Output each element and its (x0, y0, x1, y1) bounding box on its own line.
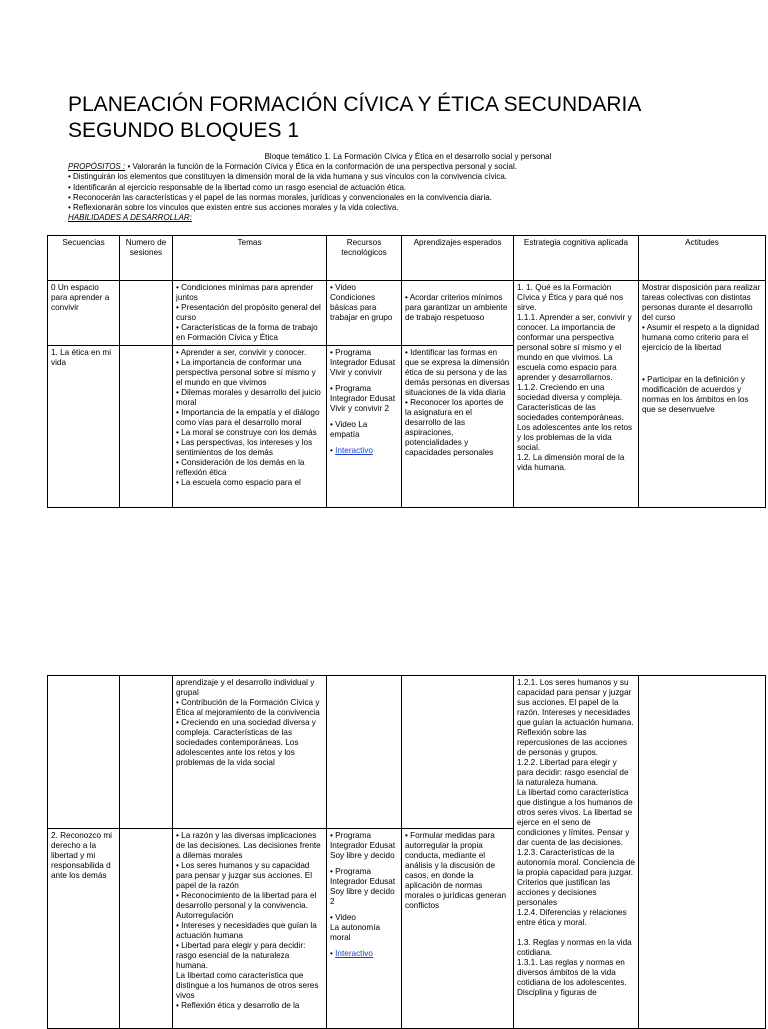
sesiones-cell (120, 281, 173, 346)
header-recursos: Recursos tecnológicos (327, 236, 402, 281)
recurso-item: • Programa Integrador Edusat (330, 831, 396, 850)
planning-table-1 (47, 235, 766, 508)
temas-cell (173, 676, 327, 829)
purposes-label: PROPÓSITOS : (68, 162, 126, 172)
recursos-cell (327, 281, 402, 346)
estrategia-item: 1.2.4. Diferencias y relaciones entre ética y moral. (517, 908, 627, 927)
temas-cell (173, 829, 327, 1029)
tema-item: • Reconocimiento de la libertad para el desarrollo personal y la convivencia. (176, 891, 317, 910)
estrategia-item: 1.3.1. Las reglas y normas en diversos ámbitos de la vida cotidiana de los adolescentes. (517, 958, 627, 987)
actitud-item: • Asumir el respeto a la dignidad humana como criterio para el ejercicio de la libertad (642, 323, 760, 352)
aprendizaje-item: • Formular medidas para autorregular la propia conducta, mediante el análisis y la discusión de casos, en donde la aplicación de normas morales o jurídicas generan conflictos (405, 831, 507, 910)
title-line-2: SEGUNDO BLOQUES 1 (68, 119, 300, 142)
aprendizajes-cell (402, 281, 514, 346)
tema-item: • Condiciones mínimas para aprender juntos (176, 283, 314, 302)
aprendizajes-cell (402, 829, 514, 1029)
recurso-item: • Video La empatía (330, 420, 368, 439)
tema-item: • La moral se construye con los demás (176, 428, 317, 437)
tema-item: • Libertad para elegir y para decidir: rasgo esencial de la naturaleza humana. (176, 941, 306, 970)
header-sesiones: Numero de sesiones (120, 236, 173, 281)
tema-item: • Características de la forma de trabajo en Formación Cívica y Ética (176, 323, 318, 342)
secuencia-cell: 2. Reconozco mi derecho a la libertad y mi responsabilida d ante los demás (48, 829, 120, 1029)
purpose-2: • Identificarán al ejercicio responsable de la libertad como un rasgo esencial de actuación ética. (68, 182, 407, 192)
recurso-item: • Programa Integrador Edusat (330, 384, 396, 403)
secuencia-cell (48, 676, 120, 829)
estrategia-cell (514, 676, 639, 1029)
estrategia-item: 1.2.1. Los seres humanos y su capacidad para pensar y juzgar sus acciones. El papel de la razón. Intereses y necesidades que guían la actuación humana. Reflexión sobre las repercusiones de las acciones de personas y grupos. (517, 678, 634, 757)
secuencia-cell: 0 Un espacio para aprender a convivir (48, 281, 120, 346)
header-aprendizajes: Aprendizajes esperados (402, 236, 514, 281)
skills-label: HABILIDADES A DESARROLLAR: (68, 213, 192, 223)
tema-item: • Reflexión ética y desarrollo de la (176, 1001, 300, 1010)
recurso-item: Vivir y convivir 2 (330, 404, 389, 413)
recurso-item: • Video (330, 913, 356, 922)
actitudes-cell (639, 281, 766, 508)
header-secuencias: Secuencias (48, 236, 120, 281)
tema-item: Autorregulación (176, 911, 234, 920)
estrategia-item: 1. 1. Qué es la Formación Cívica y Ética y para qué nos sirve. (517, 283, 624, 312)
aprendizajes-cell (402, 676, 514, 829)
table-row (48, 281, 766, 346)
estrategia-item: 1.1.1. Aprender a ser, convivir y conocer. La importancia de conformar una perspectiva personal sobre sí mismo y el mundo en que vivimos. La escuela como espacio para aprender y desarrollarnos. (517, 313, 632, 382)
recurso-item: • Programa Integrador Edusat (330, 348, 396, 367)
recursos-cell (327, 829, 402, 1029)
header-actitudes: Actitudes (639, 236, 766, 281)
interactivo-link[interactable]: Interactivo (335, 446, 373, 455)
aprendizaje-item: • Identificar las formas en que se expresa la dimensión ética de su persona y de las demás personas en diversas situaciones de la vida diaria (405, 348, 510, 397)
tema-item: • Aprender a ser, convivir y conocer. (176, 348, 307, 357)
estrategia-cell (514, 281, 639, 508)
tema-item: • La escuela como espacio para el (176, 478, 301, 487)
recurso-item: Condiciones básicas para trabajar en grupo (330, 293, 393, 322)
estrategia-item: 1.1.2. Creciendo en una sociedad diversa y compleja. Características de las sociedades contemporáneas. Los adolescentes ante los retos y los problemas de la vida social. (517, 383, 633, 452)
temas-cell (173, 346, 327, 508)
estrategia-item: Disciplina y figuras de (517, 988, 597, 997)
tema-item: • Los seres humanos y su capacidad para pensar y juzgar sus acciones. El papel de la razón (176, 861, 313, 890)
title-line-1: PLANEACIÓN FORMACIÓN CÍVICA Y ÉTICA SECUNDARIA (68, 93, 642, 116)
tema-item: • La razón y las diversas implicaciones de las decisiones. Las decisiones frente a dilemas morales (176, 831, 321, 860)
tema-item: • Intereses y necesidades que guían la actuación humana (176, 921, 317, 940)
aprendizajes-cell (402, 346, 514, 508)
aprendizaje-item: • Reconocer los aportes de la asignatura en el desarrollo de las aspiraciones, potencialidades y capacidades personales (405, 398, 504, 457)
tema-item: • Las perspectivas, los intereses y los sentimientos de los demás (176, 438, 313, 457)
tema-item: • Consideración de los demás en la reflexión ética (176, 458, 305, 477)
purpose-3: • Reconocerán las características y el papel de las normas morales, jurídicas y convencionales en la convivencia diaria. (68, 192, 492, 202)
estrategia-item: 1.2. La dimensión moral de la vida humana. (517, 453, 625, 472)
interactivo-link[interactable]: Interactivo (335, 949, 373, 958)
purpose-4: • Reflexionarán sobre los vínculos que existen entre sus acciones morales y la vida colectiva. (68, 203, 399, 213)
table-row (48, 676, 766, 829)
estrategia-item: La libertad como característica que distingue a los humanos de otros seres vivos. La libertad se ejerce en el seno de condiciones y límites. Pensar y dar cuenta de las decisiones. (517, 788, 633, 847)
estrategia-item: 1.2.3. Características de la autonomía moral. Conciencia de la propia capacidad para juzgar. Criterios que justifican las acciones y decisiones personales (517, 848, 635, 907)
estrategia-item: 1.2.2. Libertad para elegir y para decidir: rasgo esencial de la naturaleza humana. (517, 758, 629, 787)
recurso-item: • Video (330, 283, 356, 292)
tema-item: aprendizaje y el desarrollo individual y grupal (176, 678, 315, 697)
actitudes-cell (639, 676, 766, 1029)
secuencia-cell: 1. La ética en mi vida (48, 346, 120, 508)
purpose-0: • Valorarán la función de la Formación Cívica y Ética en la conformación de una perspectiva personal y social. (127, 162, 517, 172)
recurso-item: Soy libre y decido (330, 851, 395, 860)
tema-item: • Creciendo en una sociedad diversa y compleja. Características de las sociedades contemporáneas. Los adolescentes ante los retos y los problemas de la vida social (176, 718, 316, 767)
header-estrategia: Estrategia cognitiva aplicada (514, 236, 639, 281)
actitud-item: Mostrar disposición para realizar tareas colectivas con distintas personas durante el desarrollo del curso (642, 283, 761, 322)
recursos-cell (327, 676, 402, 829)
temas-cell (173, 281, 327, 346)
purpose-1: • Distinguirán los elementos que constituyen la dimensión moral de la vida humana y sus vínculos con la convivencia cívica. (68, 172, 508, 182)
intro-block (68, 152, 748, 223)
purpose-line-0 (68, 162, 748, 172)
actitud-item: • Participar en la definición y modificación de acuerdos y normas en los ámbitos en los que se desenvuelve (642, 375, 749, 414)
recurso-link-line: • Interactivo (330, 446, 373, 455)
sesiones-cell (120, 346, 173, 508)
tema-item: • Importancia de la empatía y el diálogo como vías para el desarrollo moral (176, 408, 320, 427)
planning-table-2 (47, 675, 766, 1029)
tema-item: • Presentación del propósito general del curso (176, 303, 321, 322)
aprendizaje-item: • Acordar criterios mínimos para garantizar un ambiente de trabajo respetuoso (405, 293, 508, 322)
table-header-row (48, 236, 766, 281)
estrategia-item: 1.3. Reglas y normas en la vida cotidiana. (517, 938, 632, 957)
page-title (68, 92, 748, 144)
sesiones-cell (120, 676, 173, 829)
tema-item: La libertad como característica que distingue a los humanos de otros seres vivos (176, 971, 319, 1000)
header-temas: Temas (173, 236, 327, 281)
recurso-item: Soy libre y decido 2 (330, 887, 395, 906)
sesiones-cell (120, 829, 173, 1029)
recurso-item: La autonomía moral (330, 923, 381, 942)
tema-item: • Contribución de la Formación Cívica y Ética al mejoramiento de la convivencia (176, 698, 320, 717)
recurso-link-line: • Interactivo (330, 949, 373, 958)
recurso-item: Vivir y convivir (330, 368, 383, 377)
block-theme: Bloque temático 1. La Formación Cívica y Ética en el desarrollo social y personal (264, 152, 552, 161)
recurso-item: • Programa Integrador Edusat (330, 867, 396, 886)
tema-item: • Dilemas morales y desarrollo del juicio moral (176, 388, 321, 407)
tema-item: • La importancia de conformar una perspectiva personal sobre sí mismo y el mundo en que vivimos (176, 358, 316, 387)
recursos-cell (327, 346, 402, 508)
